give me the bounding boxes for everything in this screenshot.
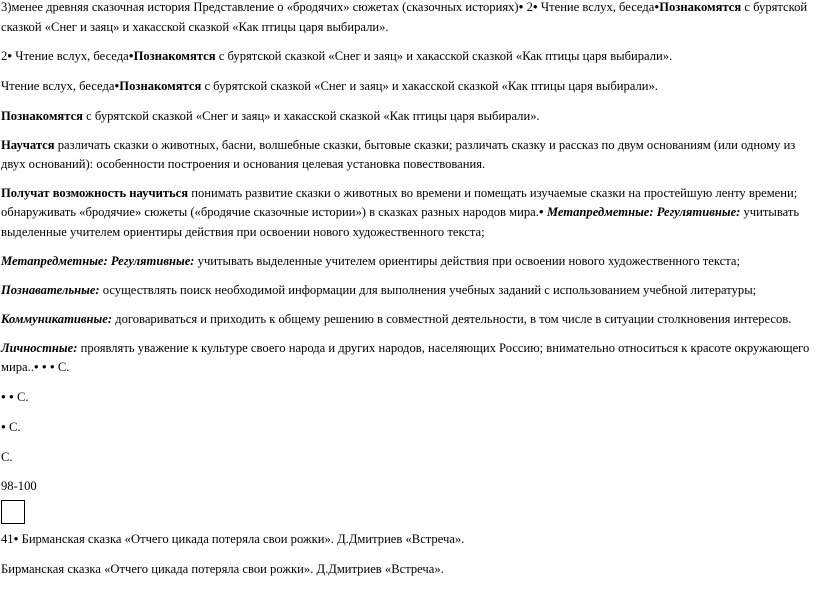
bold-italic-term: Метапредметные: Регулятивные: xyxy=(1,254,195,268)
paragraph-9 xyxy=(1,310,813,329)
bold-term: Познакомятся xyxy=(133,49,216,63)
text: 3)менее древняя сказочная история Представление о «бродячих» сюжетах (сказочных историях) xyxy=(1,0,519,14)
text: С. xyxy=(13,390,29,404)
bullet-icon: ● xyxy=(114,81,120,90)
text: с бурятской сказкой «Снег и заяц» и хакасской сказкой «Как птицы царя выбирали». xyxy=(215,49,673,63)
text: Чтение вслух, беседа xyxy=(537,0,655,14)
text: проявлять уважение к культуре своего народа и других народов, населяющих Россию; внимательно относиться к красоте окружающего мира.. xyxy=(1,341,810,374)
text: с бурятской сказкой «Снег и заяц» и хакасской сказкой «Как птицы царя выбирали». xyxy=(1,0,808,34)
text: Чтение вслух, беседа xyxy=(12,49,129,63)
text: Чтение вслух, беседа xyxy=(1,79,115,93)
paragraph-4 xyxy=(1,107,813,126)
text: договариваться и приходить к общему решению в совместной деятельности, в том числе в ситуации столкновения интересов. xyxy=(112,312,792,326)
paragraph-1 xyxy=(1,0,813,37)
paragraph-2 xyxy=(1,47,813,67)
bold-term: Познакомятся xyxy=(119,79,202,93)
bullet-icon: ● xyxy=(1,422,6,431)
paragraph-10 xyxy=(1,339,813,378)
bullet-icon: ● xyxy=(654,2,660,11)
paragraph-13 xyxy=(1,448,813,467)
text: С. xyxy=(1,450,13,464)
empty-box xyxy=(1,500,25,524)
text: с бурятской сказкой «Снег и заяц» и хакасской сказкой «Как птицы царя выбирали». xyxy=(83,109,540,123)
text: 41 xyxy=(1,532,14,546)
bold-italic-term: Познавательные: xyxy=(1,283,100,297)
bullet-icon: ● xyxy=(7,51,13,60)
text: 98-100 xyxy=(1,479,37,493)
paragraph-7 xyxy=(1,252,813,271)
bold-term: Научатся xyxy=(1,138,55,152)
bullet-icon: ● xyxy=(49,362,55,371)
bullet-icon: ● xyxy=(13,534,19,543)
paragraph-5 xyxy=(1,136,813,174)
paragraph-15 xyxy=(1,530,813,550)
bullet-icon: ● xyxy=(532,2,538,11)
bullet-icon: ● xyxy=(41,362,47,371)
bold-term: Познакомятся xyxy=(659,0,742,14)
text: С. xyxy=(5,420,21,434)
text: 2 xyxy=(1,49,8,63)
bullet-icon: ● xyxy=(1,392,6,401)
bullet-icon: ● xyxy=(538,207,544,216)
paragraph-11 xyxy=(1,388,813,408)
text: с бурятской сказкой «Снег и заяц» и хакасской сказкой «Как птицы царя выбирали». xyxy=(201,79,658,93)
text: понимать развитие сказки о животных во времени и помещать изучаемые сказки на простейшую ленту времени; обнаруживать «бродячие» сюжеты («бродячие сказочные истории») в сказках разных народов мира. xyxy=(1,186,798,219)
paragraph-3 xyxy=(1,77,813,97)
text: учитывать выделенные учителем ориентиры действия при освоении нового художественного текста; xyxy=(194,254,741,268)
text: осуществлять поиск необходимой информации для выполнения учебных заданий с использованием учебной литературы; xyxy=(99,283,757,297)
bold-italic-term: Метапредметные: Регулятивные: xyxy=(543,205,741,219)
bold-term: Познакомятся xyxy=(1,109,83,123)
text: С. xyxy=(54,360,70,374)
text: Бирманская сказка «Отчего цикада потеряла свои рожки». Д.Дмитриев «Встреча». xyxy=(18,532,465,546)
paragraph-16 xyxy=(1,560,813,579)
text: учитывать выделенные учителем ориентиры действия при освоении нового художественного текста; xyxy=(1,205,800,239)
text: 2 xyxy=(523,0,533,14)
bullet-icon: ● xyxy=(128,51,134,60)
bullet-icon: ● xyxy=(33,362,39,371)
paragraph-6 xyxy=(1,184,813,242)
paragraph-14 xyxy=(1,477,813,496)
bold-italic-term: Личностные: xyxy=(1,341,78,355)
text: Бирманская сказка «Отчего цикада потеряла свои рожки». Д.Дмитриев «Встреча». xyxy=(1,562,444,576)
bold-italic-term: Коммуникативные: xyxy=(1,312,113,326)
bold-term: Получат возможность научиться xyxy=(1,186,189,200)
paragraph-8 xyxy=(1,281,813,300)
bullet-icon: ● xyxy=(9,392,14,401)
paragraph-12 xyxy=(1,418,813,438)
text: различать сказки о животных, басни, волшебные сказки, бытовые сказки; различать сказку и рассказ по двум основаниям (или одному из двух оснований): особенности построения и основания целевая установка повествования. xyxy=(1,138,796,171)
bullet-icon: ● xyxy=(518,2,524,11)
